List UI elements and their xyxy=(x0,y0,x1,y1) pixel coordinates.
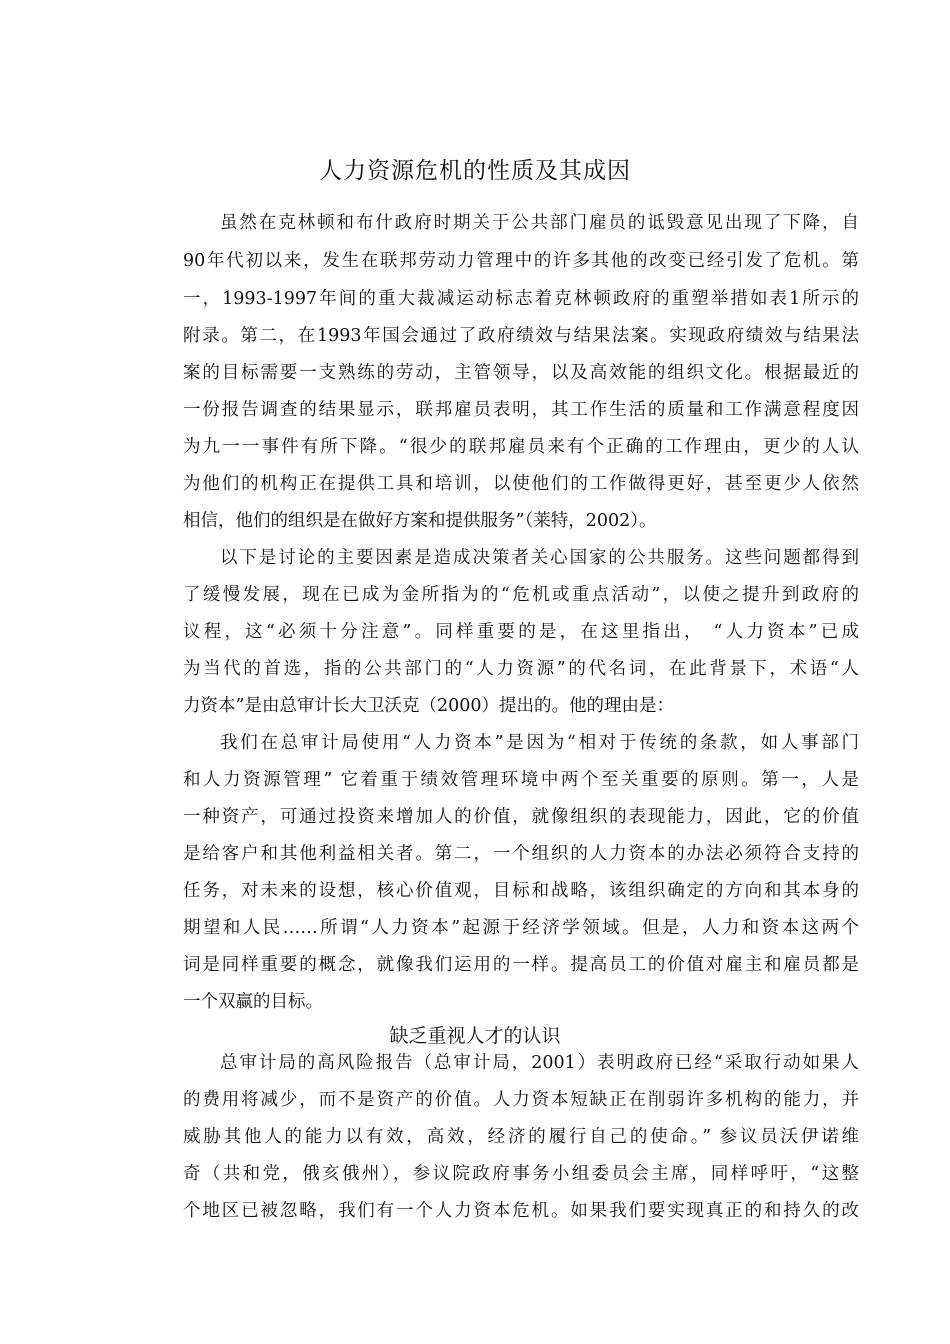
paragraph-3-line-5: 任务，对未来的设想，核心价值观，目标和战略，该组织确定的方向和其本身的 xyxy=(183,881,859,901)
paragraph-1-line-4: 附录。第二，在1993年国会通过了政府绩效与结果法案。实现政府绩效与结果法 xyxy=(183,326,859,346)
paragraph-1-line-7: 为九一一事件有所下降。“很少的联邦雇员来有个正确的工作理由，更少的人认 xyxy=(183,437,859,457)
paragraph-3-line-1: 我们在总审计局使用“人力资本”是因为“相对于传统的条款，如人事部门 xyxy=(220,733,859,753)
paragraph-1-line-3: 一，1993-1997年间的重大裁减运动标志着克林顿政府的重塑举措如表1所示的 xyxy=(183,289,859,309)
paragraph-2-line-1: 以下是讨论的主要因素是造成决策者关心国家的公共服务。这些问题都得到 xyxy=(220,548,859,568)
paragraph-1-line-8: 为他们的机构正在提供工具和培训，以使他们的工作做得更好，甚至更少人依然 xyxy=(183,474,859,494)
page-title: 人力资源危机的性质及其成因 xyxy=(319,158,631,184)
paragraph-4-line-2: 的费用将减少，而不是资产的价值。人力资本短缺正在削弱许多机构的能力，并 xyxy=(183,1090,859,1110)
paragraph-4-line-5: 个地区已被忽略，我们有一个人力资本危机。如果我们要实现真正的和持久的改 xyxy=(183,1201,859,1221)
paragraph-1-line-1: 虽然在克林顿和布什政府时期关于公共部门雇员的诋毁意见出现了下降，自 xyxy=(220,213,859,233)
paragraph-3-line-6: 期望和人民……所谓“人力资本”起源于经济学领域。但是，人力和资本这两个 xyxy=(183,918,859,938)
paragraph-3-line-7: 词是同样重要的概念，就像我们运用的一样。提高员工的价值对雇主和雇员都是 xyxy=(183,955,859,975)
paragraph-4-line-1: 总审计局的高风险报告（总审计局，2001）表明政府已经“采取行动如果人 xyxy=(220,1053,859,1073)
paragraph-1-line-9: 相信，他们的组织是在做好方案和提供服务”（莱特，2002）。 xyxy=(183,511,657,531)
paragraph-2-line-3: 议程，这“必须十分注意”。同样重要的是，在这里指出， “人力资本”已成 xyxy=(183,622,859,642)
paragraph-3-line-4: 是给客户和其他利益相关者。第二，一个组织的人力资本的办法必须符合支持的 xyxy=(183,844,859,864)
paragraph-3-line-2: 和人力资源管理” 它着重于绩效管理环境中两个至关重要的原则。第一，人是 xyxy=(183,770,859,790)
paragraph-1-line-5: 案的目标需要一支熟练的劳动，主管领导，以及高效能的组织文化。根据最近的 xyxy=(183,363,859,383)
paragraph-2-line-4: 为当代的首选，指的公共部门的“人力资源”的代名词，在此背景下，术语“人 xyxy=(183,659,859,679)
paragraph-1-line-6: 一份报告调查的结果显示，联邦雇员表明，其工作生活的质量和工作满意程度因 xyxy=(183,400,859,420)
paragraph-1-line-2: 90年代初以来，发生在联邦劳动力管理中的许多其他的改变已经引发了危机。第 xyxy=(183,251,859,271)
paragraph-2-line-2: 了缓慢发展，现在已成为金所指为的“危机或重点活动”，以使之提升到政府的 xyxy=(183,585,859,605)
paragraph-4-line-4: 奇（共和党，俄亥俄州），参议院政府事务小组委员会主席，同样呼吁，“这整 xyxy=(183,1164,859,1184)
paragraph-3-line-3: 一种资产，可通过投资来增加人的价值，就像组织的表现能力，因此，它的价值 xyxy=(183,807,859,827)
paragraph-2-line-5: 力资本”是由总审计长大卫沃克（2000）提出的。他的理由是： xyxy=(183,696,674,716)
section-subheading: 缺乏重视人才的认识 xyxy=(389,1025,561,1047)
paragraph-4-line-3: 威胁其他人的能力以有效，高效，经济的履行自己的使命。” 参议员沃伊诺维 xyxy=(183,1127,859,1147)
paragraph-3-line-8: 一个双赢的目标。 xyxy=(183,992,323,1012)
